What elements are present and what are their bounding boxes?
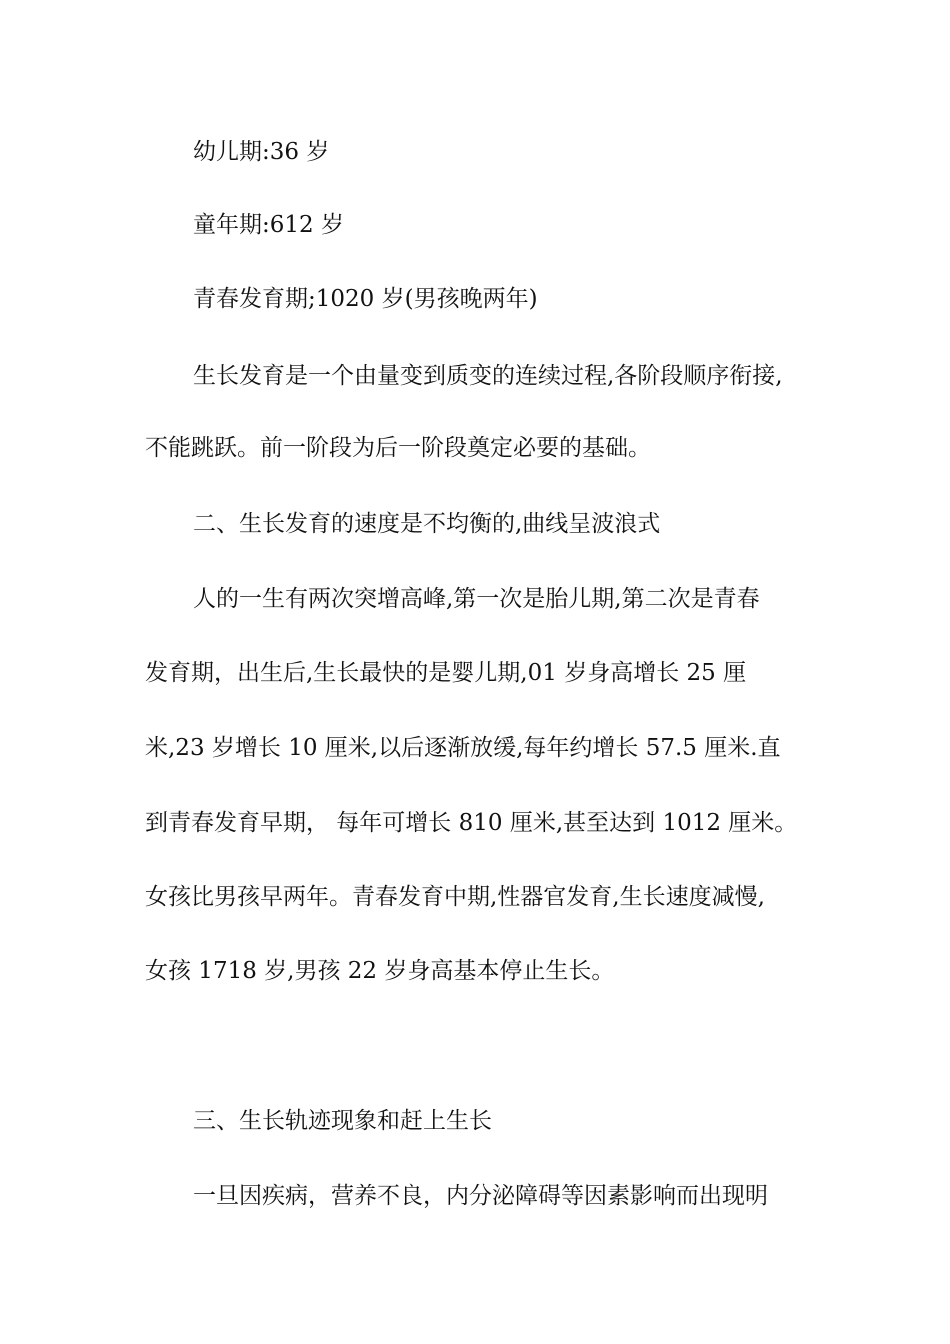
paragraph-line: 米,23 岁增长 10 厘米,以后逐渐放缓,每年约增长 57.5 厘米.直 [145, 735, 781, 761]
paragraph-line: 一旦因疾病，营养不良，内分泌障碍等因素影响而出现明 [193, 1183, 768, 1209]
text-line-infancy: 幼儿期:36 岁 [193, 139, 330, 165]
text-line-puberty: 青春发育期;1020 岁(男孩晚两年) [193, 286, 538, 312]
text-line-childhood: 童年期:612 岁 [193, 212, 344, 238]
paragraph-line: 女孩比男孩早两年。青春发育中期,性器官发育,生长速度减慢, [145, 884, 765, 910]
paragraph-line: 到青春发育早期， 每年可增长 810 厘米,甚至达到 1012 厘米。 [145, 810, 798, 836]
paragraph-line: 女孩 1718 岁,男孩 22 岁身高基本停止生长。 [145, 958, 615, 984]
section-heading-2: 二、生长发育的速度是不均衡的,曲线呈波浪式 [193, 511, 661, 537]
paragraph-line: 人的一生有两次突增高峰,第一次是胎儿期,第二次是青春 [193, 586, 760, 612]
paragraph-line: 生长发育是一个由量变到质变的连续过程,各阶段顺序衔接, [193, 363, 783, 389]
section-heading-3: 三、生长轨迹现象和赶上生长 [193, 1108, 492, 1134]
paragraph-line: 发育期，出生后,生长最快的是婴儿期,01 岁身高增长 25 厘 [145, 660, 747, 686]
paragraph-line: 不能跳跃。前一阶段为后一阶段奠定必要的基础。 [145, 435, 651, 461]
